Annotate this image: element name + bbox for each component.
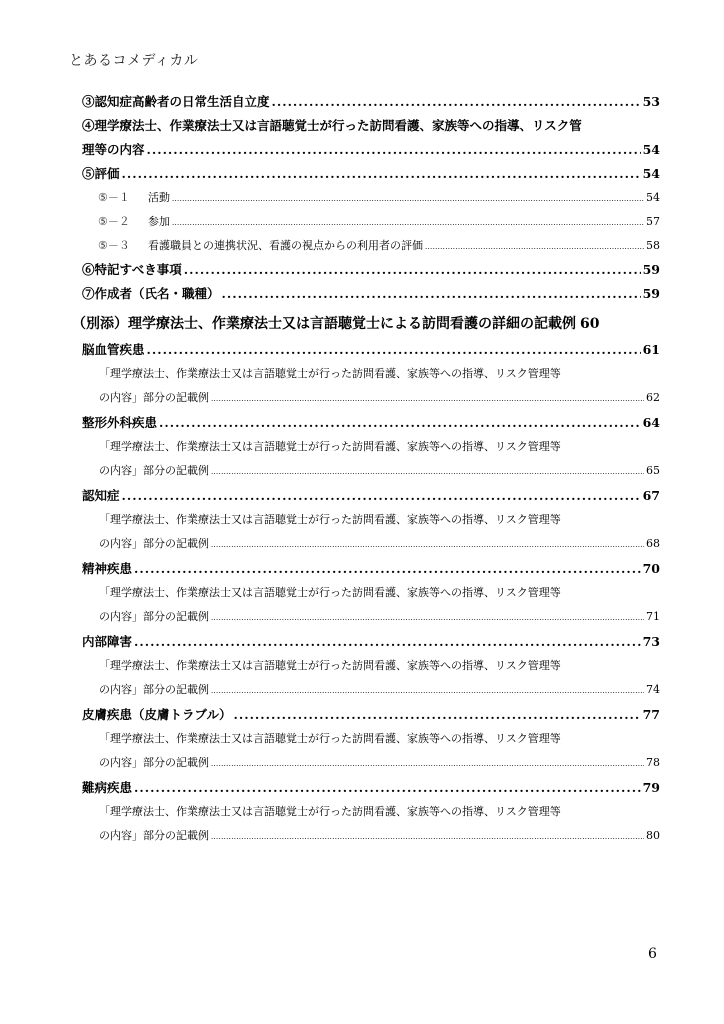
section-example-entry[interactable] bbox=[82, 508, 660, 557]
dot-leader bbox=[134, 630, 641, 654]
section-page: 67 bbox=[642, 488, 660, 503]
toc-entry-label: 理等の内容 bbox=[82, 142, 145, 157]
toc-subentry[interactable] bbox=[82, 186, 660, 210]
example-page: 65 bbox=[646, 464, 660, 477]
example-label-line1: 「理学療法士、作業療法士又は言語聴覚士が行った訪問看護、家族等への指導、リスク管理等 bbox=[99, 586, 561, 599]
dot-leader bbox=[211, 460, 644, 484]
toc-entry[interactable] bbox=[82, 282, 660, 306]
toc-entry[interactable] bbox=[82, 114, 660, 138]
appendix-section bbox=[82, 776, 660, 849]
dot-leader bbox=[184, 258, 641, 282]
example-page: 62 bbox=[646, 391, 660, 404]
section-entry[interactable] bbox=[82, 411, 660, 435]
toc-entry-label: ③認知症高齢者の日常生活自立度 bbox=[82, 94, 270, 109]
dot-leader bbox=[222, 282, 641, 306]
dot-leader bbox=[147, 338, 641, 362]
section-example-entry[interactable] bbox=[82, 581, 660, 630]
toc-entry-label: ⑥特記すべき事項 bbox=[82, 262, 182, 277]
section-entry[interactable] bbox=[82, 630, 660, 654]
example-label-line1: 「理学療法士、作業療法士又は言語聴覚士が行った訪問看護、家族等への指導、リスク管理等 bbox=[99, 659, 561, 672]
example-label-line1: 「理学療法士、作業療法士又は言語聴覚士が行った訪問看護、家族等への指導、リスク管理等 bbox=[99, 513, 561, 526]
example-label-line2: の内容」部分の記載例 bbox=[99, 537, 209, 550]
example-page: 71 bbox=[646, 610, 660, 623]
appendix-heading-page: 60 bbox=[580, 316, 600, 332]
example-label-line2: の内容」部分の記載例 bbox=[99, 829, 209, 842]
toc-entry-page: 54 bbox=[642, 166, 660, 181]
appendix-section bbox=[82, 557, 660, 630]
section-entry[interactable] bbox=[82, 338, 660, 362]
example-label-line1: 「理学療法士、作業療法士又は言語聴覚士が行った訪問看護、家族等への指導、リスク管理等 bbox=[99, 732, 561, 745]
toc-subentry-page: 54 bbox=[646, 191, 660, 204]
toc-subentry-label: 参加 bbox=[148, 215, 170, 228]
appendix-section bbox=[82, 703, 660, 776]
toc-entry[interactable] bbox=[82, 258, 660, 282]
example-label-line1: 「理学療法士、作業療法士又は言語聴覚士が行った訪問看護、家族等への指導、リスク管理等 bbox=[99, 805, 561, 818]
section-page: 64 bbox=[642, 415, 660, 430]
dot-leader bbox=[272, 90, 641, 114]
section-title: 精神疾患 bbox=[82, 561, 133, 576]
toc-entry[interactable] bbox=[82, 162, 660, 186]
toc-entry-label: ⑤評価 bbox=[82, 166, 120, 181]
example-label-line2: の内容」部分の記載例 bbox=[99, 756, 209, 769]
section-example-entry[interactable] bbox=[82, 435, 660, 484]
section-title: 難病疾患 bbox=[82, 780, 133, 795]
example-label-line1: 「理学療法士、作業療法士又は言語聴覚士が行った訪問看護、家族等への指導、リスク管理等 bbox=[99, 367, 561, 380]
section-entry[interactable] bbox=[82, 557, 660, 581]
dot-leader bbox=[134, 776, 641, 800]
dot-leader bbox=[211, 606, 644, 630]
section-page: 79 bbox=[642, 780, 660, 795]
dot-leader bbox=[159, 411, 641, 435]
section-page: 61 bbox=[642, 342, 660, 357]
toc-entry[interactable] bbox=[82, 90, 660, 114]
section-example-entry[interactable] bbox=[82, 362, 660, 411]
section-page: 77 bbox=[642, 707, 660, 722]
section-example-entry[interactable] bbox=[82, 654, 660, 703]
dot-leader bbox=[211, 679, 644, 703]
dot-leader bbox=[211, 825, 644, 849]
section-title: 皮膚疾患（皮膚トラブル） bbox=[82, 707, 232, 722]
running-header: とあるコメディカル bbox=[69, 53, 199, 69]
toc-subentry-number: ⑤－１ bbox=[98, 191, 130, 204]
table-of-contents bbox=[72, 90, 660, 849]
dot-leader bbox=[134, 557, 641, 581]
example-page: 80 bbox=[646, 829, 660, 842]
dot-leader bbox=[425, 235, 644, 258]
toc-subentry-number: ⑤－２ bbox=[98, 215, 130, 228]
toc-subentry-label: 看護職員との連携状況、看護の視点からの利用者の評価 bbox=[148, 239, 423, 252]
toc-entry-label: ⑦作成者（氏名・職種） bbox=[82, 286, 220, 301]
toc-subentry-number: ⑤－３ bbox=[98, 239, 130, 252]
example-page: 78 bbox=[646, 756, 660, 769]
page-number: 6 bbox=[648, 946, 657, 962]
toc-entry-page: 59 bbox=[642, 262, 660, 277]
toc-entry-label: ④理学療法士、作業療法士又は言語聴覚士が行った訪問看護、家族等への指導、リスク管 bbox=[82, 118, 582, 133]
appendix-section bbox=[82, 411, 660, 484]
appendix-section bbox=[82, 338, 660, 411]
example-label-line2: の内容」部分の記載例 bbox=[99, 464, 209, 477]
dot-leader bbox=[211, 533, 644, 557]
toc-subentry[interactable] bbox=[82, 210, 660, 234]
section-title: 内部障害 bbox=[82, 634, 133, 649]
example-label-line2: の内容」部分の記載例 bbox=[99, 610, 209, 623]
section-page: 73 bbox=[642, 634, 660, 649]
dot-leader bbox=[172, 211, 644, 234]
dot-leader bbox=[234, 703, 641, 727]
toc-subentry-page: 57 bbox=[646, 215, 660, 228]
toc-subentry[interactable] bbox=[82, 234, 660, 258]
example-label-line2: の内容」部分の記載例 bbox=[99, 683, 209, 696]
section-example-entry[interactable] bbox=[82, 727, 660, 776]
section-page: 70 bbox=[642, 561, 660, 576]
toc-entry-page: 54 bbox=[642, 142, 660, 157]
dot-leader bbox=[122, 162, 641, 186]
dot-leader bbox=[211, 387, 644, 411]
example-label-line2: の内容」部分の記載例 bbox=[99, 391, 209, 404]
section-entry[interactable] bbox=[82, 776, 660, 800]
toc-entry-page: 53 bbox=[642, 94, 660, 109]
dot-leader bbox=[147, 138, 641, 162]
section-title: 脳血管疾患 bbox=[82, 342, 145, 357]
example-page: 68 bbox=[646, 537, 660, 550]
dot-leader bbox=[122, 484, 641, 508]
dot-leader bbox=[172, 187, 644, 210]
example-page: 74 bbox=[646, 683, 660, 696]
section-example-entry[interactable] bbox=[82, 800, 660, 849]
toc-entry-page: 59 bbox=[642, 286, 660, 301]
appendix-heading[interactable] bbox=[72, 310, 660, 338]
section-title: 認知症 bbox=[82, 488, 120, 503]
section-title: 整形外科疾患 bbox=[82, 415, 158, 430]
appendix-section bbox=[82, 630, 660, 703]
toc-subentry-label: 活動 bbox=[148, 191, 170, 204]
dot-leader bbox=[211, 752, 644, 776]
appendix-section bbox=[82, 484, 660, 557]
toc-entry-continuation[interactable] bbox=[82, 138, 660, 162]
example-label-line1: 「理学療法士、作業療法士又は言語聴覚士が行った訪問看護、家族等への指導、リスク管理等 bbox=[99, 440, 561, 453]
toc-subentry-page: 58 bbox=[646, 239, 660, 252]
section-entry[interactable] bbox=[82, 484, 660, 508]
appendix-heading-label: （別添）理学療法士、作業療法士又は言語聴覚士による訪問看護の詳細の記載例 bbox=[72, 316, 576, 332]
appendix-sections bbox=[82, 338, 660, 849]
section-entry[interactable] bbox=[82, 703, 660, 727]
